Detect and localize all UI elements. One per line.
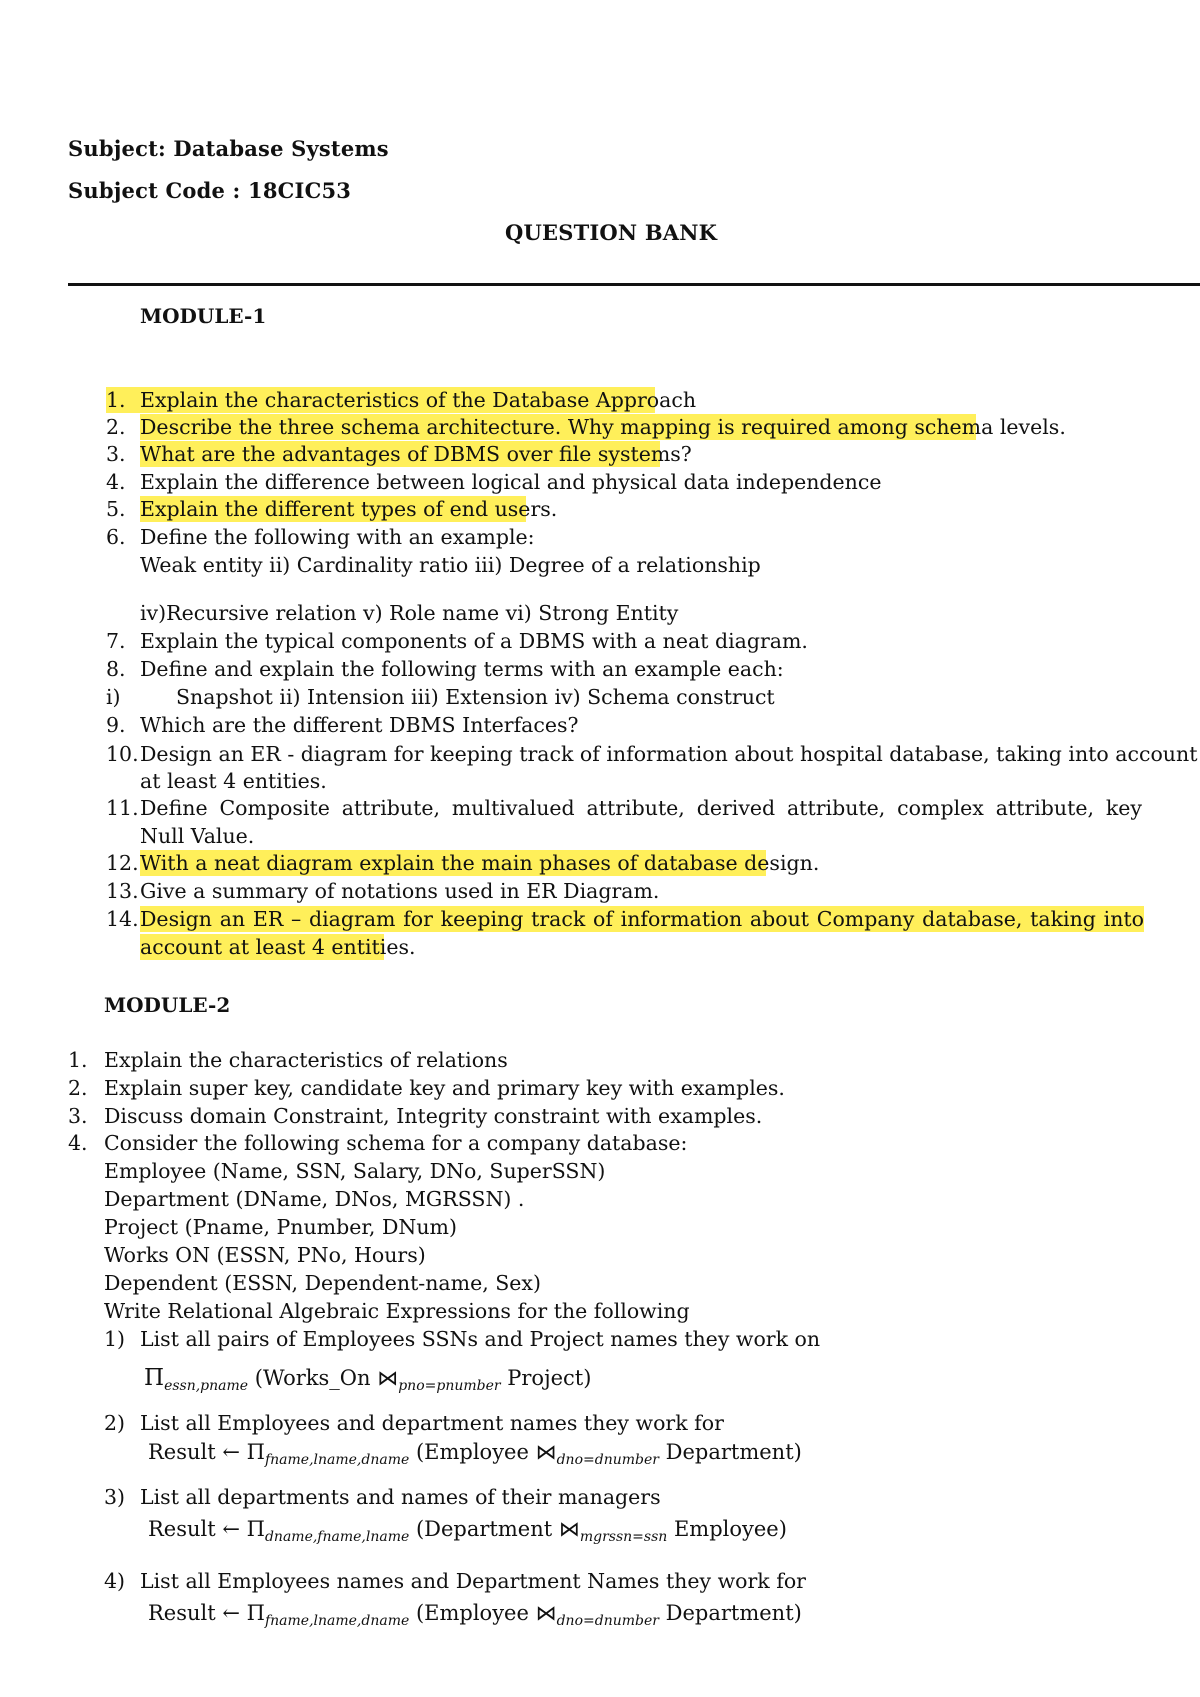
question-10-cont: at least 4 entities. (140, 769, 327, 793)
sub-question-3: List all departments and names of their managers (140, 1485, 661, 1509)
list-number: 9. (106, 713, 126, 737)
question-4: Explain the difference between logical and physical data independence (140, 470, 882, 494)
list-number: 13. (106, 879, 139, 903)
projection-attrs: fname,lname,dname (264, 1613, 410, 1630)
list-number: 3) (104, 1485, 126, 1509)
join-lhs: (Department ⋈ (415, 1517, 580, 1541)
question-9: Which are the different DBMS Interfaces? (140, 713, 579, 737)
module-1-title: MODULE-1 (140, 304, 267, 328)
list-number: 4) (104, 1569, 126, 1593)
join-rhs: Department) (665, 1601, 802, 1625)
m2-question-1: Explain the characteristics of relations (104, 1048, 508, 1072)
question-11: Define Composite attribute, multivalued attribute, derived attribute, complex attribute, key (140, 796, 1142, 820)
instruction: Write Relational Algebraic Expressions for the following (104, 1299, 690, 1323)
list-number: 11. (106, 796, 139, 820)
list-number: 4. (106, 470, 126, 494)
join-lhs: (Works_On ⋈ (254, 1366, 399, 1390)
join-condition: dno=dnumber (556, 1452, 659, 1469)
list-number: 8. (106, 657, 126, 681)
list-number: 2. (68, 1076, 88, 1100)
question-6-items-cont: iv)Recursive relation v) Role name vi) Strong Entity (140, 601, 679, 625)
algebra-expression-1 (144, 1365, 591, 1394)
list-number: 4. (68, 1131, 88, 1155)
schema-employee: Employee (Name, SSN, Salary, DNo, SuperSSN) (104, 1159, 606, 1183)
schema-department: Department (DName, DNos, MGRSSN) . (104, 1187, 525, 1211)
m2-question-2: Explain super key, candidate key and primary key with examples. (104, 1076, 785, 1100)
question-6-items: Weak entity ii) Cardinality ratio iii) Degree of a relationship (140, 553, 761, 577)
question-10: Design an ER - diagram for keeping track of information about hospital database, taking into account (140, 742, 1198, 766)
projection-attrs: dname,fname,lname (264, 1529, 410, 1546)
list-number: 14. (106, 907, 139, 931)
subject-label: Subject: Database Systems (68, 136, 389, 161)
question-2: Describe the three schema architecture. Why mapping is required among schema levels. (140, 415, 1066, 439)
question-3: What are the advantages of DBMS over file systems? (140, 442, 692, 466)
projection-attrs: fname,lname,dname (264, 1452, 410, 1469)
result-assignment: Result ← Π (148, 1601, 265, 1625)
subject-code-label: Subject Code : 18CIC53 (68, 178, 352, 203)
sub-question-1: List all pairs of Employees SSNs and Project names they work on (140, 1327, 821, 1351)
schema-dependent: Dependent (ESSN, Dependent-name, Sex) (104, 1271, 541, 1295)
list-number: 3. (106, 442, 126, 466)
schema-project: Project (Pname, Pnumber, DNum) (104, 1215, 457, 1239)
list-number: 2. (106, 415, 126, 439)
question-5: Explain the different types of end users. (140, 497, 558, 521)
question-14-cont: account at least 4 entities. (140, 935, 416, 959)
projection-symbol: Π (144, 1365, 165, 1391)
question-14: Design an ER – diagram for keeping track of information about Company database, taking into (140, 907, 1144, 931)
result-assignment: Result ← Π (148, 1517, 265, 1541)
question-11-cont: Null Value. (140, 824, 255, 848)
question-12: With a neat diagram explain the main phases of database design. (140, 851, 820, 875)
list-number: 1. (68, 1048, 88, 1072)
join-condition: dno=dnumber (556, 1613, 659, 1630)
list-number: 1) (104, 1327, 126, 1351)
list-number: 7. (106, 629, 126, 653)
list-number: 12. (106, 851, 139, 875)
list-number: 10. (106, 742, 139, 766)
question-1: Explain the characteristics of the Database Approach (140, 388, 697, 412)
list-number: 3. (68, 1104, 88, 1128)
join-lhs: (Employee ⋈ (415, 1601, 557, 1625)
list-number: 1. (106, 387, 140, 413)
algebra-expression-2 (148, 1440, 802, 1468)
join-lhs: (Employee ⋈ (415, 1440, 557, 1464)
list-number: 5. (106, 497, 126, 521)
join-condition: pno=pnumber (398, 1378, 501, 1395)
algebra-expression-4 (148, 1601, 802, 1629)
result-assignment: Result ← Π (148, 1440, 265, 1464)
sub-question-2: List all Employees and department names they work for (140, 1411, 724, 1435)
question-7: Explain the typical components of a DBMS with a neat diagram. (140, 629, 808, 653)
join-condition: mgrssn=ssn (579, 1529, 668, 1546)
join-rhs: Employee) (673, 1517, 787, 1541)
m2-question-3: Discuss domain Constraint, Integrity constraint with examples. (104, 1104, 763, 1128)
m2-question-4: Consider the following schema for a company database: (104, 1131, 688, 1155)
join-rhs: Department) (665, 1440, 802, 1464)
list-number: 6. (106, 525, 126, 549)
schema-works-on: Works ON (ESSN, PNo, Hours) (104, 1243, 426, 1267)
question-13: Give a summary of notations used in ER Diagram. (140, 879, 660, 903)
sub-question-4: List all Employees names and Department Names they work for (140, 1569, 806, 1593)
question-6: Define the following with an example: (140, 525, 535, 549)
projection-attrs: essn,pname (164, 1378, 249, 1395)
module-2-title: MODULE-2 (104, 993, 231, 1017)
list-number: 2) (104, 1411, 126, 1435)
question-8: Define and explain the following terms with an example each: (140, 657, 784, 681)
list-number: i) (106, 685, 121, 709)
question-8-items: Snapshot ii) Intension iii) Extension iv) Schema construct (176, 685, 775, 709)
header-divider (68, 283, 1200, 286)
page-title: QUESTION BANK (505, 220, 718, 245)
join-rhs: Project) (507, 1366, 592, 1390)
algebra-expression-3 (148, 1517, 787, 1545)
